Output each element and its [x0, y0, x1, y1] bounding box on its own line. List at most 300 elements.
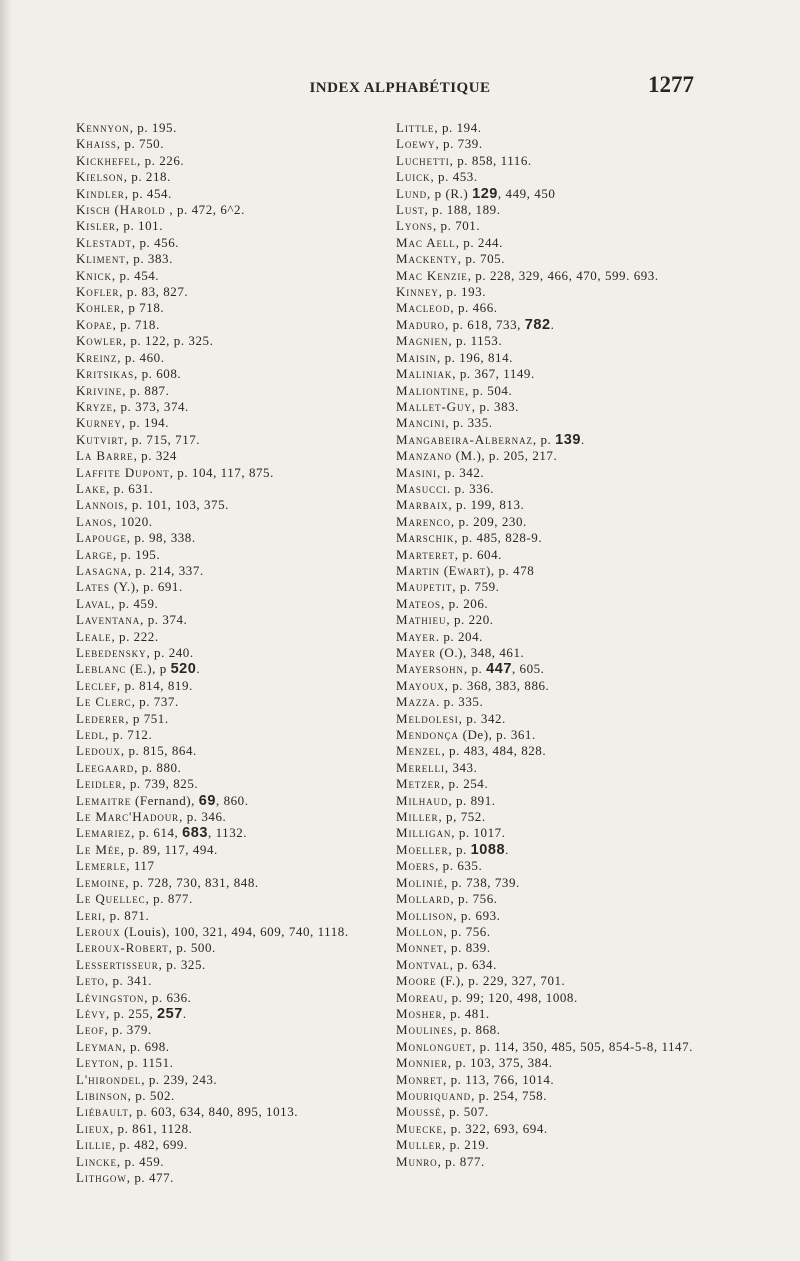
entry-name: Lillie	[76, 1137, 112, 1153]
entry-pages: , p. 877.	[437, 1153, 485, 1169]
entry-pages: , p. 728, 730, 831, 848.	[125, 874, 259, 890]
index-entry	[76, 1137, 380, 1153]
entry-pages: , p. 715, 717.	[124, 431, 201, 447]
entry-pages: , p. 718.	[112, 316, 160, 332]
index-entry	[76, 218, 380, 234]
entry-name: Lannois	[76, 497, 125, 513]
entry-pages: , p. 739, 825.	[122, 776, 199, 792]
entry-pages: , p. 254.	[440, 776, 489, 792]
entry-name: Marenco	[396, 513, 451, 529]
entry-pages: , p. 194.	[434, 120, 482, 135]
entry-name: Moulines	[396, 1022, 454, 1038]
entry-name: Moers	[396, 858, 436, 874]
index-entry	[76, 842, 380, 858]
entry-name: Kliment	[76, 251, 126, 267]
entry-name: Milhaud	[396, 792, 449, 808]
entry-pages: .	[580, 431, 585, 447]
entry-name: Laventana	[76, 612, 141, 628]
entry-name: Kutvirt	[76, 431, 125, 447]
index-entry	[396, 711, 726, 727]
entry-pages: , p. 244.	[455, 234, 503, 250]
entry-pages: , 449, 450	[497, 185, 556, 201]
index-entry	[396, 596, 726, 612]
entry-name: Mackenty	[396, 251, 458, 267]
index-entry	[396, 169, 726, 185]
entry-name: Mazza	[396, 694, 437, 710]
index-entry	[76, 169, 380, 185]
entry-pages: , p. 483, 484, 828.	[441, 743, 547, 759]
entry-pages: , p. 861, 1128.	[109, 1120, 193, 1136]
entry-pages: , p. 504.	[465, 382, 513, 398]
entry-name: Lessertisseur	[76, 956, 159, 972]
index-entry	[396, 1039, 726, 1055]
entry-name: Metzer	[396, 776, 441, 792]
index-entry	[76, 153, 380, 169]
entry-pages: , p. 472, 6^2.	[165, 202, 245, 218]
index-entry	[396, 776, 726, 792]
entry-pages: , p. 209, 230.	[450, 513, 527, 529]
index-entry	[76, 415, 380, 431]
index-entry	[396, 136, 726, 152]
entry-pages: , p. 891.	[448, 792, 496, 808]
index-entry	[396, 973, 726, 989]
entry-pages: , p. 739.	[435, 136, 483, 152]
entry-pages: , p. 608.	[134, 366, 182, 382]
index-entry	[396, 1022, 726, 1038]
entry-pages: , p. 254, 758.	[471, 1087, 548, 1103]
entry-pages: , 343.	[444, 759, 478, 775]
entry-name: Maupetit	[396, 579, 453, 595]
entry-name: Manzano	[396, 448, 452, 464]
entry-pages: , p. 877.	[145, 891, 193, 907]
index-entry	[76, 284, 380, 300]
index-entry	[76, 120, 380, 136]
entry-name: Moore	[396, 973, 437, 989]
entry-name: Leyton	[76, 1055, 120, 1071]
entry-pages: , p. 219.	[441, 1137, 490, 1153]
index-entry	[396, 448, 726, 464]
entry-pages: , p. 880.	[134, 759, 182, 775]
index-entry	[396, 1154, 726, 1170]
entry-pages: , p. 814, 819.	[116, 677, 193, 693]
index-entry	[76, 1072, 380, 1088]
entry-pages: , p. 614,	[131, 825, 183, 841]
entry-pages: , p. 368, 383, 886.	[444, 677, 550, 693]
index-entry	[76, 990, 380, 1006]
entry-pages: , p. 239, 243.	[141, 1071, 218, 1087]
index-entry	[396, 218, 726, 234]
entry-name: Kindler	[76, 185, 125, 201]
entry-pages: , p. 477.	[126, 1170, 174, 1185]
entry-name: Leof	[76, 1022, 105, 1038]
entry-pages: , p. 1151.	[119, 1055, 174, 1071]
entry-pages: , p. 482, 699.	[111, 1137, 188, 1153]
entry-name: Leri	[76, 907, 103, 923]
index-entry	[396, 432, 726, 448]
entry-name: Kielson	[76, 169, 124, 185]
entry-name: Leroux-Robert	[76, 940, 169, 956]
index-entry	[76, 333, 380, 349]
entry-name: Montval	[396, 956, 450, 972]
index-entry	[76, 481, 380, 497]
index-entry	[76, 1055, 380, 1071]
index-entry	[396, 1121, 726, 1137]
index-entry	[76, 300, 380, 316]
entry-name: Lyons	[396, 218, 433, 234]
entry-name: Lake	[76, 480, 107, 496]
entry-name: Marteret	[396, 546, 455, 562]
entry-name: Mayoux	[396, 677, 445, 693]
entry-name: Lund	[396, 185, 428, 201]
entry-name: Le Quellec	[76, 891, 146, 907]
entry-name: La Barre	[76, 448, 134, 464]
entry-pages: , p. 871.	[102, 907, 150, 923]
entry-pages: , p. 240.	[146, 645, 194, 660]
index-entry	[396, 645, 726, 661]
index-entry	[396, 284, 726, 300]
index-entry	[76, 235, 380, 251]
entry-name: Maliniak	[396, 366, 453, 382]
entry-name: Kickhefel	[76, 152, 137, 168]
index-entry	[76, 1088, 380, 1104]
index-entry	[76, 973, 380, 989]
index-entry	[396, 514, 726, 530]
entry-name: Large	[76, 546, 113, 562]
index-entry	[76, 186, 380, 202]
index-entry	[396, 268, 726, 284]
index-entry	[76, 579, 380, 595]
entry-name: Moussé	[396, 1104, 442, 1120]
entry-pages: , p. 367, 1149.	[452, 366, 535, 382]
entry-name: Liébault	[76, 1104, 129, 1120]
entry-pages: .	[182, 1005, 187, 1021]
entry-name: Leblanc	[76, 661, 127, 677]
entry-pages: , p. 693.	[453, 907, 501, 923]
entry-pages: , p. 1017.	[451, 825, 506, 841]
entry-pages: , p. 342.	[436, 464, 485, 480]
entry-pages: , p. 756.	[450, 891, 498, 907]
entry-name: Lithgow	[76, 1170, 127, 1185]
entry-pages: , p 751.	[125, 710, 169, 726]
entry-name: Kennyon	[76, 120, 130, 135]
entry-pages: , p. 188, 189.	[424, 202, 501, 218]
entry-pages: , p. 454.	[111, 267, 160, 283]
entry-main-page: 139	[555, 431, 581, 448]
index-entry	[76, 793, 380, 809]
index-entry	[76, 596, 380, 612]
entry-name: Kofler	[76, 284, 120, 300]
entry-name: Leale	[76, 628, 112, 644]
index-entry	[396, 793, 726, 809]
entry-pages: (E.), p	[126, 661, 171, 677]
entry-pages: , p. 89, 117, 494.	[120, 841, 218, 857]
index-entry	[76, 1039, 380, 1055]
index-column-right	[396, 120, 726, 1170]
index-entry	[396, 1055, 726, 1071]
entry-pages: , p. 373, 374.	[112, 398, 189, 414]
entry-name: Lust	[396, 202, 425, 218]
entry-name: Lebedensky	[76, 645, 147, 660]
index-entry	[396, 153, 726, 169]
index-entry	[76, 875, 380, 891]
index-entry	[76, 1121, 380, 1137]
entry-name: Macleod	[396, 300, 451, 316]
entry-pages: , p. 199, 813.	[448, 497, 525, 513]
index-entry	[76, 809, 380, 825]
entry-name: Knick	[76, 267, 112, 283]
index-entry	[76, 399, 380, 415]
index-entry	[76, 547, 380, 563]
index-entry	[76, 136, 380, 152]
entry-pages: , p. 196, 814.	[436, 349, 513, 365]
entry-pages: , p. 466.	[450, 300, 498, 316]
entry-name: Muecke	[396, 1120, 443, 1136]
index-entry	[76, 891, 380, 907]
entry-pages: , p. 101, 103, 375.	[124, 497, 229, 513]
entry-pages: , p. 335.	[445, 415, 493, 431]
entry-pages: , p. 98, 338.	[126, 530, 196, 546]
index-entry	[396, 383, 726, 399]
index-entry	[76, 268, 380, 284]
entry-pages: , p. 485, 828-9.	[454, 530, 543, 546]
index-entry	[396, 350, 726, 366]
entry-name: Muller	[396, 1137, 442, 1153]
entry-pages: , p. 502.	[127, 1087, 175, 1103]
entry-pages: , p. 603, 634, 840, 895, 1013.	[128, 1104, 299, 1120]
index-entry	[76, 1104, 380, 1120]
entry-pages: , p. 756.	[443, 923, 491, 939]
entry-pages: , p. 507.	[441, 1104, 489, 1120]
index-entry	[396, 563, 726, 579]
entry-pages: , p. 712.	[105, 727, 153, 743]
entry-pages: , p. 634.	[449, 956, 497, 972]
index-entry	[76, 1170, 380, 1186]
index-entry	[76, 432, 380, 448]
entry-name: Mancini	[396, 415, 446, 431]
index-entry	[396, 415, 726, 431]
entry-pages: , p. 636.	[144, 989, 192, 1005]
entry-pages: , p. 104, 117, 875.	[169, 464, 274, 480]
entry-name: Lemaitre	[76, 792, 132, 808]
index-entry	[76, 776, 380, 792]
entry-name: Marbaix	[396, 497, 449, 513]
entry-pages: , p. 454.	[124, 185, 172, 201]
entry-name: Libinson	[76, 1087, 128, 1103]
index-entry	[76, 760, 380, 776]
entry-name: Lemerle	[76, 858, 127, 874]
entry-pages: , p. 101.	[115, 218, 163, 234]
entry-pages: , p (R.)	[427, 185, 473, 201]
index-entry	[76, 251, 380, 267]
entry-main-page: 257	[157, 1005, 183, 1022]
entry-pages: (	[439, 562, 449, 578]
index-entry	[396, 875, 726, 891]
entry-main-page: 1088	[470, 841, 506, 858]
entry-pages: (O.), 348, 461.	[435, 645, 525, 660]
entry-pages: .	[550, 316, 555, 332]
entry-name: Mallet-Guy	[396, 398, 472, 414]
entry-name: Monlonguet	[396, 1038, 473, 1054]
entry-pages: , p. 858, 1116.	[449, 152, 532, 168]
index-entry	[76, 1022, 380, 1038]
entry-pages: , 1020.	[112, 513, 153, 529]
index-entry	[396, 120, 726, 136]
entry-name: Lemoine	[76, 874, 126, 890]
entry-name: Leclef	[76, 677, 117, 693]
index-entry	[76, 350, 380, 366]
entry-main-page: 447	[486, 661, 512, 678]
index-entry	[76, 711, 380, 727]
entry-name: Mathieu	[396, 612, 447, 628]
entry-name: Milligan	[396, 825, 452, 841]
index-entry	[76, 612, 380, 628]
entry-name: Mayersohn	[396, 661, 464, 677]
entry-name: Mayer	[396, 645, 436, 660]
entry-pages: , p. 750.	[116, 136, 164, 152]
entry-name: Mayer	[396, 628, 436, 644]
index-entry	[396, 333, 726, 349]
entry-pages: , p. 604.	[454, 546, 502, 562]
entry-pages: , p. 103, 375, 384.	[447, 1055, 553, 1071]
index-entry	[76, 563, 380, 579]
index-entry	[396, 251, 726, 267]
entry-name: Molinié	[396, 874, 444, 890]
entry-name: Kowler	[76, 333, 123, 349]
entry-pages: , p. 383.	[471, 398, 519, 414]
entry-pages: , p. 218.	[123, 169, 171, 185]
entry-name: Mollard	[396, 891, 451, 907]
entry-name: Mosher	[396, 1005, 443, 1021]
index-entry	[76, 825, 380, 841]
entry-pages: , p. 83, 827.	[119, 284, 189, 300]
entry-pages: , 117	[126, 858, 155, 874]
entry-name: Lates	[76, 579, 110, 595]
entry-pages: , p. 698.	[122, 1038, 170, 1054]
entry-name: Mendonça	[396, 727, 459, 743]
entry-name: Masucci	[396, 480, 447, 496]
entry-main-page: 520	[170, 661, 197, 678]
index-entry	[396, 809, 726, 825]
index-column-left	[76, 120, 380, 1186]
entry-name: Mollon	[396, 923, 444, 939]
entry-pages: , p. 631.	[106, 480, 154, 496]
entry-pages: , p. 113, 766, 1014.	[442, 1071, 555, 1087]
entry-pages: , p 718.	[120, 300, 165, 316]
index-entry	[396, 1072, 726, 1088]
entry-name: Kurney	[76, 415, 122, 431]
index-entry	[396, 497, 726, 513]
index-entry	[396, 842, 726, 858]
index-entry	[396, 908, 726, 924]
entry-pages: , p.	[463, 661, 487, 677]
entry-name: Mouriquand	[396, 1087, 472, 1103]
index-entry	[76, 727, 380, 743]
entry-name: Lanos	[76, 513, 113, 529]
entry-pages: , p. 226.	[137, 152, 185, 168]
entry-name: Lévingston	[76, 989, 145, 1005]
index-entry	[396, 1006, 726, 1022]
index-entry	[396, 366, 726, 382]
entry-pages: , p. 705.	[457, 251, 505, 267]
entry-name: Laval	[76, 595, 112, 611]
entry-name: Kritsikas	[76, 366, 134, 382]
index-entry	[396, 957, 726, 973]
entry-name: Maisin	[396, 349, 437, 365]
entry-pages: , p. 342.	[458, 710, 506, 726]
index-entry	[76, 924, 380, 940]
index-entry	[396, 399, 726, 415]
entry-name: Monret	[396, 1071, 443, 1087]
entry-pages: , p. 228, 329, 466, 470, 599. 693.	[467, 267, 659, 283]
entry-pages: , p. 341.	[104, 973, 153, 989]
index-entry	[396, 481, 726, 497]
index-entry	[396, 1104, 726, 1120]
entry-pages: , p. 324	[133, 448, 177, 464]
entry-name: Lapouge	[76, 530, 127, 546]
index-entry	[76, 858, 380, 874]
entry-name: Monnet	[396, 940, 444, 956]
index-entry	[396, 940, 726, 956]
index-entry	[396, 990, 726, 1006]
entry-name: Menzel	[396, 743, 442, 759]
entry-pages: , p. 453.	[430, 169, 478, 185]
entry-name: Lincke	[76, 1153, 117, 1169]
index-entry	[76, 366, 380, 382]
entry-name: Lasagna	[76, 562, 128, 578]
entry-name: Leidler	[76, 776, 123, 792]
entry-name: Masini	[396, 464, 437, 480]
entry-name: Kopae	[76, 316, 113, 332]
entry-name: Kreinz	[76, 349, 118, 365]
entry-pages: , p. 618, 733,	[444, 316, 525, 332]
entry-pages: , p. 122, p. 325.	[122, 333, 214, 349]
entry-pages: (F.), p. 229, 327, 701.	[436, 973, 566, 989]
index-entry	[396, 530, 726, 546]
entry-name: Little	[396, 120, 435, 135]
entry-name: Lévy	[76, 1005, 107, 1021]
entry-name: Luchetti	[396, 152, 450, 168]
entry-name: Mateos	[396, 595, 441, 611]
entry-name: Laffite Dupont	[76, 464, 170, 480]
entry-pages: . p. 204.	[435, 628, 483, 644]
entry-pages: , p. 887.	[122, 382, 170, 398]
index-entry	[396, 661, 726, 677]
entry-pages: , p. 193.	[438, 284, 486, 300]
entry-name: Mac Aell	[396, 234, 456, 250]
entry-pages: , p. 322, 693, 694.	[442, 1120, 548, 1136]
entry-name: Lemariez	[76, 825, 132, 841]
index-entry	[76, 645, 380, 661]
index-entry	[76, 1006, 380, 1022]
entry-name: Martin	[396, 562, 440, 578]
entry-name: Loewy	[396, 136, 436, 152]
entry-pages: .	[505, 841, 509, 857]
page-number: 1277	[648, 72, 694, 97]
index-entry	[396, 629, 726, 645]
entry-main-page: 683	[182, 825, 208, 842]
index-entry	[396, 1137, 726, 1153]
entry-pages: , 860.	[215, 792, 249, 808]
entry-pages: , p. 456.	[131, 234, 180, 250]
entry-name: Meldolesi	[396, 710, 459, 726]
entry-name: Krivine	[76, 382, 123, 398]
entry-name: Leto	[76, 973, 105, 989]
index-entry	[76, 317, 380, 333]
entry-main-page: 69	[198, 792, 216, 809]
entry-pages: , p. 206.	[440, 595, 489, 611]
index-entry	[76, 202, 380, 218]
running-header-title: INDEX ALPHABÉTIQUE	[309, 80, 491, 96]
